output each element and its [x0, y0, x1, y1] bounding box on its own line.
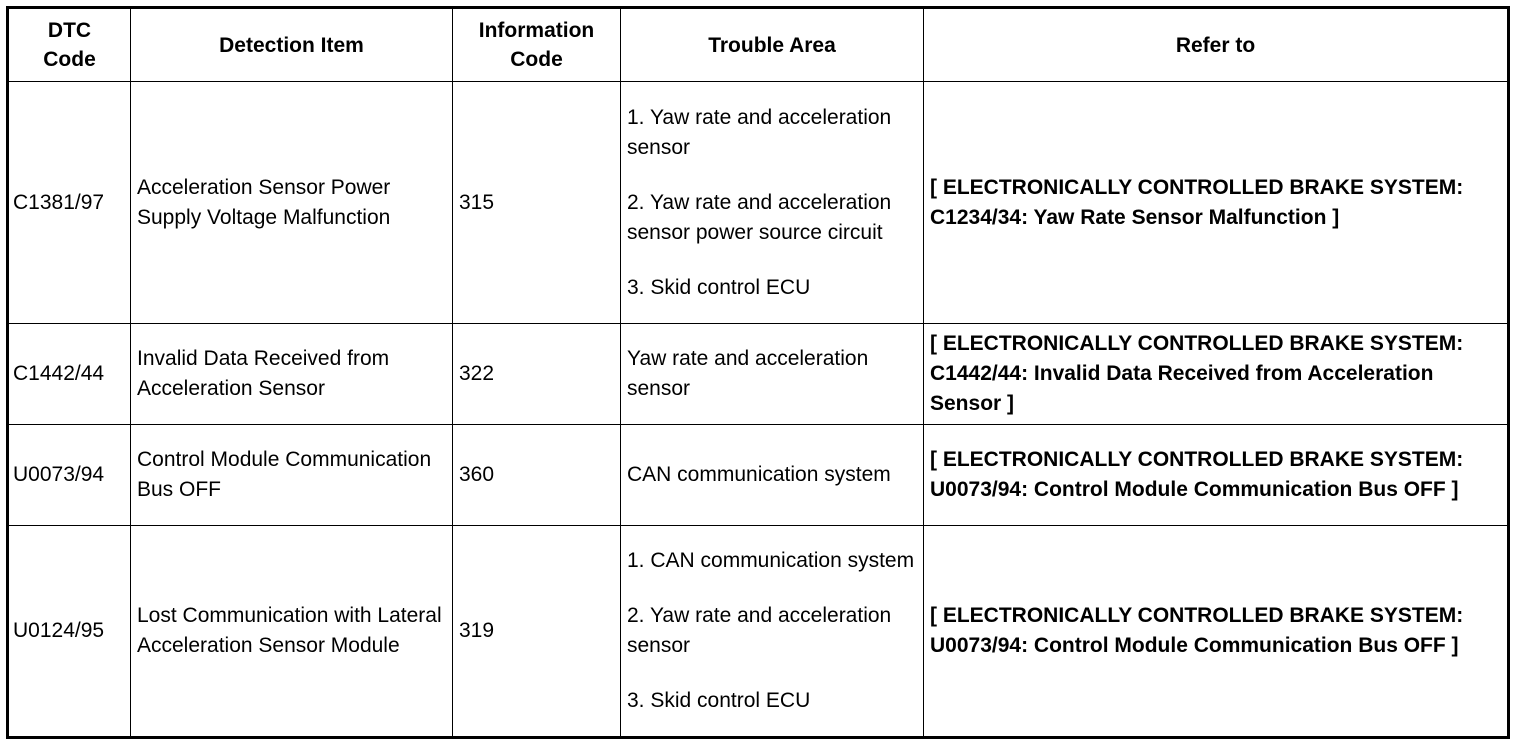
dtc-code-cell: C1442/44 [8, 324, 131, 425]
table-row [8, 425, 1509, 526]
dtc-table-container [6, 6, 1510, 739]
trouble-area-item: Yaw rate and acceleration sensor [627, 347, 869, 400]
table-header-row [8, 8, 1509, 82]
dtc-table [6, 6, 1510, 739]
header-detection-item: Detection Item [131, 8, 453, 82]
detection-item-cell: Invalid Data Received from Acceleration Sensor [131, 324, 453, 425]
header-dtc-code: DTC Code [8, 8, 131, 82]
header-trouble-area: Trouble Area [621, 8, 924, 82]
refer-to-link[interactable]: [ ELECTRONICALLY CONTROLLED BRAKE SYSTEM: U0073/94: Control Module Communication Bus OFF ] [924, 425, 1509, 526]
trouble-area-item: 3. Skid control ECU [627, 275, 811, 299]
trouble-area-cell [621, 526, 924, 738]
trouble-area-item: 1. Yaw rate and acceleration sensor [627, 105, 892, 159]
header-refer-to: Refer to [924, 8, 1509, 82]
dtc-code-cell: U0073/94 [8, 425, 131, 526]
trouble-area-item: 1. CAN communication system [627, 549, 915, 572]
table-row [8, 526, 1509, 738]
trouble-area-item: 3. Skid control ECU [627, 689, 811, 712]
detection-item-cell: Control Module Communication Bus OFF [131, 425, 453, 526]
information-code-cell: 360 [453, 425, 621, 526]
trouble-area-cell [621, 425, 924, 526]
information-code-cell: 319 [453, 526, 621, 738]
trouble-area-item: 2. Yaw rate and acceleration sensor power source circuit [627, 190, 892, 244]
refer-to-link[interactable]: [ ELECTRONICALLY CONTROLLED BRAKE SYSTEM: U0073/94: Control Module Communication Bus OFF ] [924, 526, 1509, 738]
trouble-area-cell [621, 82, 924, 324]
table-row [8, 324, 1509, 425]
trouble-area-item: 2. Yaw rate and acceleration sensor [627, 604, 892, 657]
information-code-cell: 315 [453, 82, 621, 324]
detection-item-cell: Lost Communication with Lateral Acceleration Sensor Module [131, 526, 453, 738]
trouble-area-cell [621, 324, 924, 425]
refer-to-link[interactable]: [ ELECTRONICALLY CONTROLLED BRAKE SYSTEM: C1442/44: Invalid Data Received from Acceleration Sensor ] [924, 324, 1509, 425]
trouble-area-item: CAN communication system [627, 463, 891, 486]
dtc-code-cell: U0124/95 [8, 526, 131, 738]
refer-to-link[interactable]: [ ELECTRONICALLY CONTROLLED BRAKE SYSTEM: C1234/34: Yaw Rate Sensor Malfunction ] [924, 82, 1509, 324]
header-information-code: Information Code [453, 8, 621, 82]
detection-item-cell: Acceleration Sensor Power Supply Voltage Malfunction [131, 82, 453, 324]
table-row [8, 82, 1509, 324]
information-code-cell: 322 [453, 324, 621, 425]
dtc-code-cell: C1381/97 [8, 82, 131, 324]
